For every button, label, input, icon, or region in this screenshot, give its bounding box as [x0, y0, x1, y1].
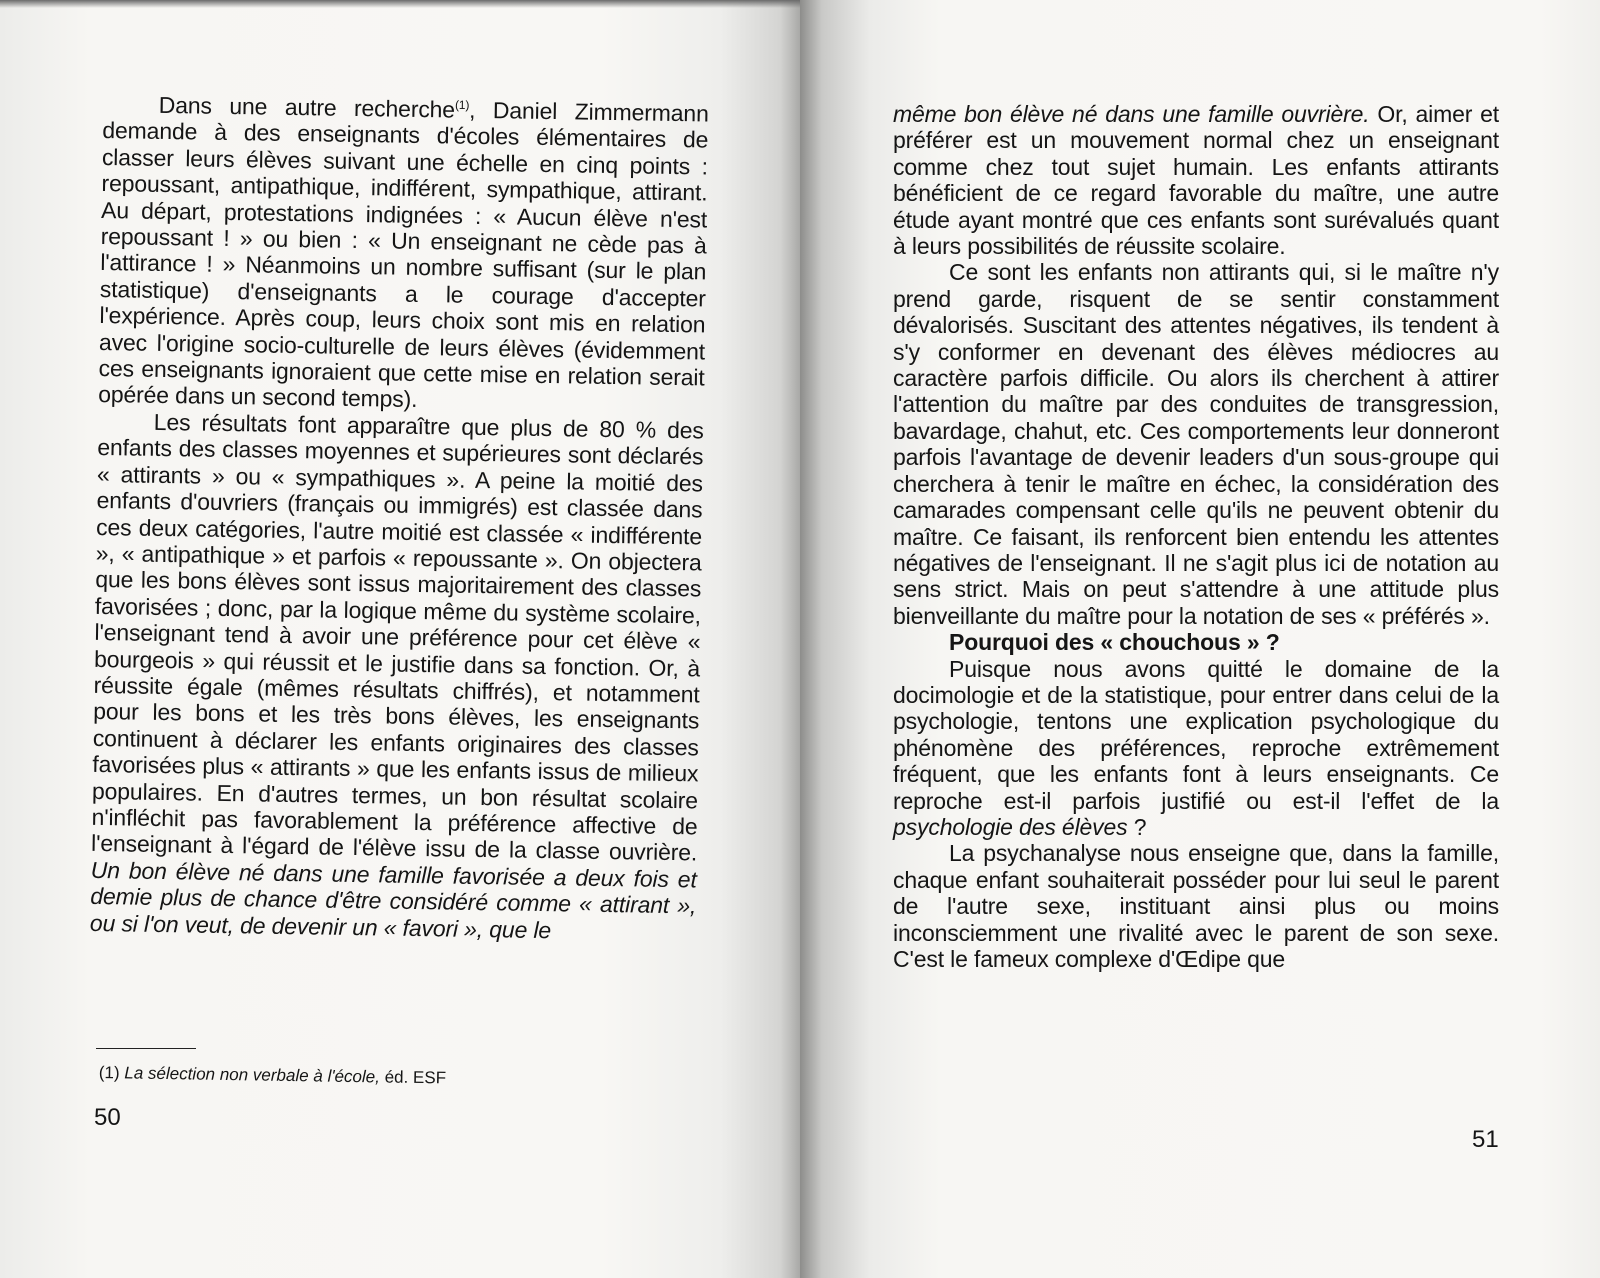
- right-paragraph-3-end: ?: [1127, 813, 1147, 840]
- right-paragraph-3: [893, 656, 1499, 841]
- left-page-body: [90, 91, 709, 945]
- right-paragraph-3-italic: psychologie des élèves: [893, 813, 1128, 840]
- right-paragraph-3-start: Puisque nous avons quitté le domaine de la docimologie et de la statistique, pour entrer dans celui de la psychologie, tentons une explication psychologique du phénomène des préférences, reproche extrêmement fréquent, que les enfants font à leurs enseignants. Ce reproche est-il parfois justifié ou est-il l'effet de la: [893, 655, 1499, 814]
- footnote-title: La sélection non verbale à l'école,: [124, 1063, 381, 1087]
- footnote-publisher: éd. ESF: [384, 1067, 447, 1088]
- left-paragraph-2-text: Les résultats font apparaître que plus de 80 % des enfants des classes moyennes et supérieures sont déclarés « attirants » ou « sympathiques ». A peine la moitié des enfants d'ouvriers (français ou immigrés) est classée dans ces deux catégories, l'autre moitié est classée « indifférente », « antipathique » et parfois « repoussante ». On objectera que les bons élèves sont issus majoritairement des classes favorisées ; donc, par la logique même du système scolaire, l'enseignant tend à avoir une préférence pour cet élève « bourgeois » qui réussit et le justifie dans sa fonction. Or, à réussite égale (mêmes résultats chiffrés), et notamment pour les bons et les très bons élèves, les enseignants continuent à déclarer les enfants originaires des classes favorisées plus « attirants » que les enfants issus de milieux populaires. En d'autres termes, un bon résultat scolaire n'infléchit pas favorablement la préférence affective de l'enseignant à l'égard de l'élève issu de la classe ouvrière.: [90, 408, 704, 866]
- footnote-divider: [96, 1048, 196, 1049]
- section-heading: Pourquoi des « chouchous » ?: [949, 629, 1280, 656]
- right-page: [800, 0, 1600, 1278]
- left-paragraph-1: [98, 91, 709, 417]
- page-number-right: 51: [1472, 1126, 1499, 1153]
- right-page-body: [893, 101, 1499, 972]
- right-paragraph-1-rest: Or, aimer et préférer est un mouvement normal chez un enseignant comme chez tout sujet humain. Les enfants attirants bénéficient de ce regard favorable du maître, une autre étude ayant montré que ces enfants sont surévalués quant à leurs possibilités de réussite scolaire.: [893, 101, 1500, 260]
- right-paragraph-2: Ce sont les enfants non attirants qui, si le maître n'y prend garde, risquent de se sentir constamment dévalorisés. Suscitant des attentes négatives, ils tendent à s'y conformer en devenant des élèves médiocres au caractère parfois difficile. Ou alors ils cherchent à attirer l'attention du maître par des conduites de transgression, bavardage, chahut, etc. Ces comportements leur donneront parfois l'avantage de devenir leaders d'un sous-groupe qui cherchera à tenir le maître en échec, la considération des camarades compensant celle qu'ils ne peuvent obtenir du maître. Ce faisant, ils renforcent bien entendu les attentes négatives de l'enseignant. Il ne s'agit plus ici de notation au sens strict. Mais on peut s'attendre à une attitude plus bienveillante du maître pour la notation de ses « préférés ».: [893, 259, 1499, 629]
- left-paragraph-2: [90, 408, 704, 946]
- right-paragraph-1: [893, 101, 1499, 259]
- left-paragraph-2-italic: Un bon élève né dans une famille favorisée a deux fois et demie plus de chance d'être considéré comme « attirant », ou si l'on veut, de devenir un « favori », que le: [89, 856, 697, 943]
- right-paragraph-4: La psychanalyse nous enseigne que, dans la famille, chaque enfant souhaiterait posséder pour lui seul le parent de l'autre sexe, instituant ainsi plus ou moins inconsciemment une rivalité avec le parent de son sexe. C'est le fameux complexe d'Œdipe que: [893, 840, 1499, 972]
- page-number-left: 50: [94, 1104, 121, 1131]
- left-paragraph-1-rest: , Daniel Zimmermann demande à des enseignants d'écoles élémentaires de classer leurs élèves suivant une échelle en cinq points : repoussant, antipathique, indifférent, sympathique, attirant. Au départ, protestations indignées : « Aucun élève n'est repoussant ! » ou bien : « Un enseignant ne cède pas à l'attirance ! » Néanmoins un nombre suffisant (sur le plan statistique) d'enseignants a le courage d'accepter l'expérience. Après coup, leurs choix sont mis en relation avec l'origine socio-culturelle de leurs élèves (évidemment ces enseignants ignoraient que cette mise en relation serait opérée dans un second temps).: [98, 96, 709, 413]
- right-paragraph-1-italic: même bon élève né dans une famille ouvrière.: [893, 101, 1370, 127]
- footnote-number: (1): [98, 1063, 120, 1083]
- footnote-reference: (1): [454, 97, 470, 113]
- footnote: [99, 1063, 447, 1088]
- left-paragraph-1-start: Dans une autre recherche: [158, 91, 456, 123]
